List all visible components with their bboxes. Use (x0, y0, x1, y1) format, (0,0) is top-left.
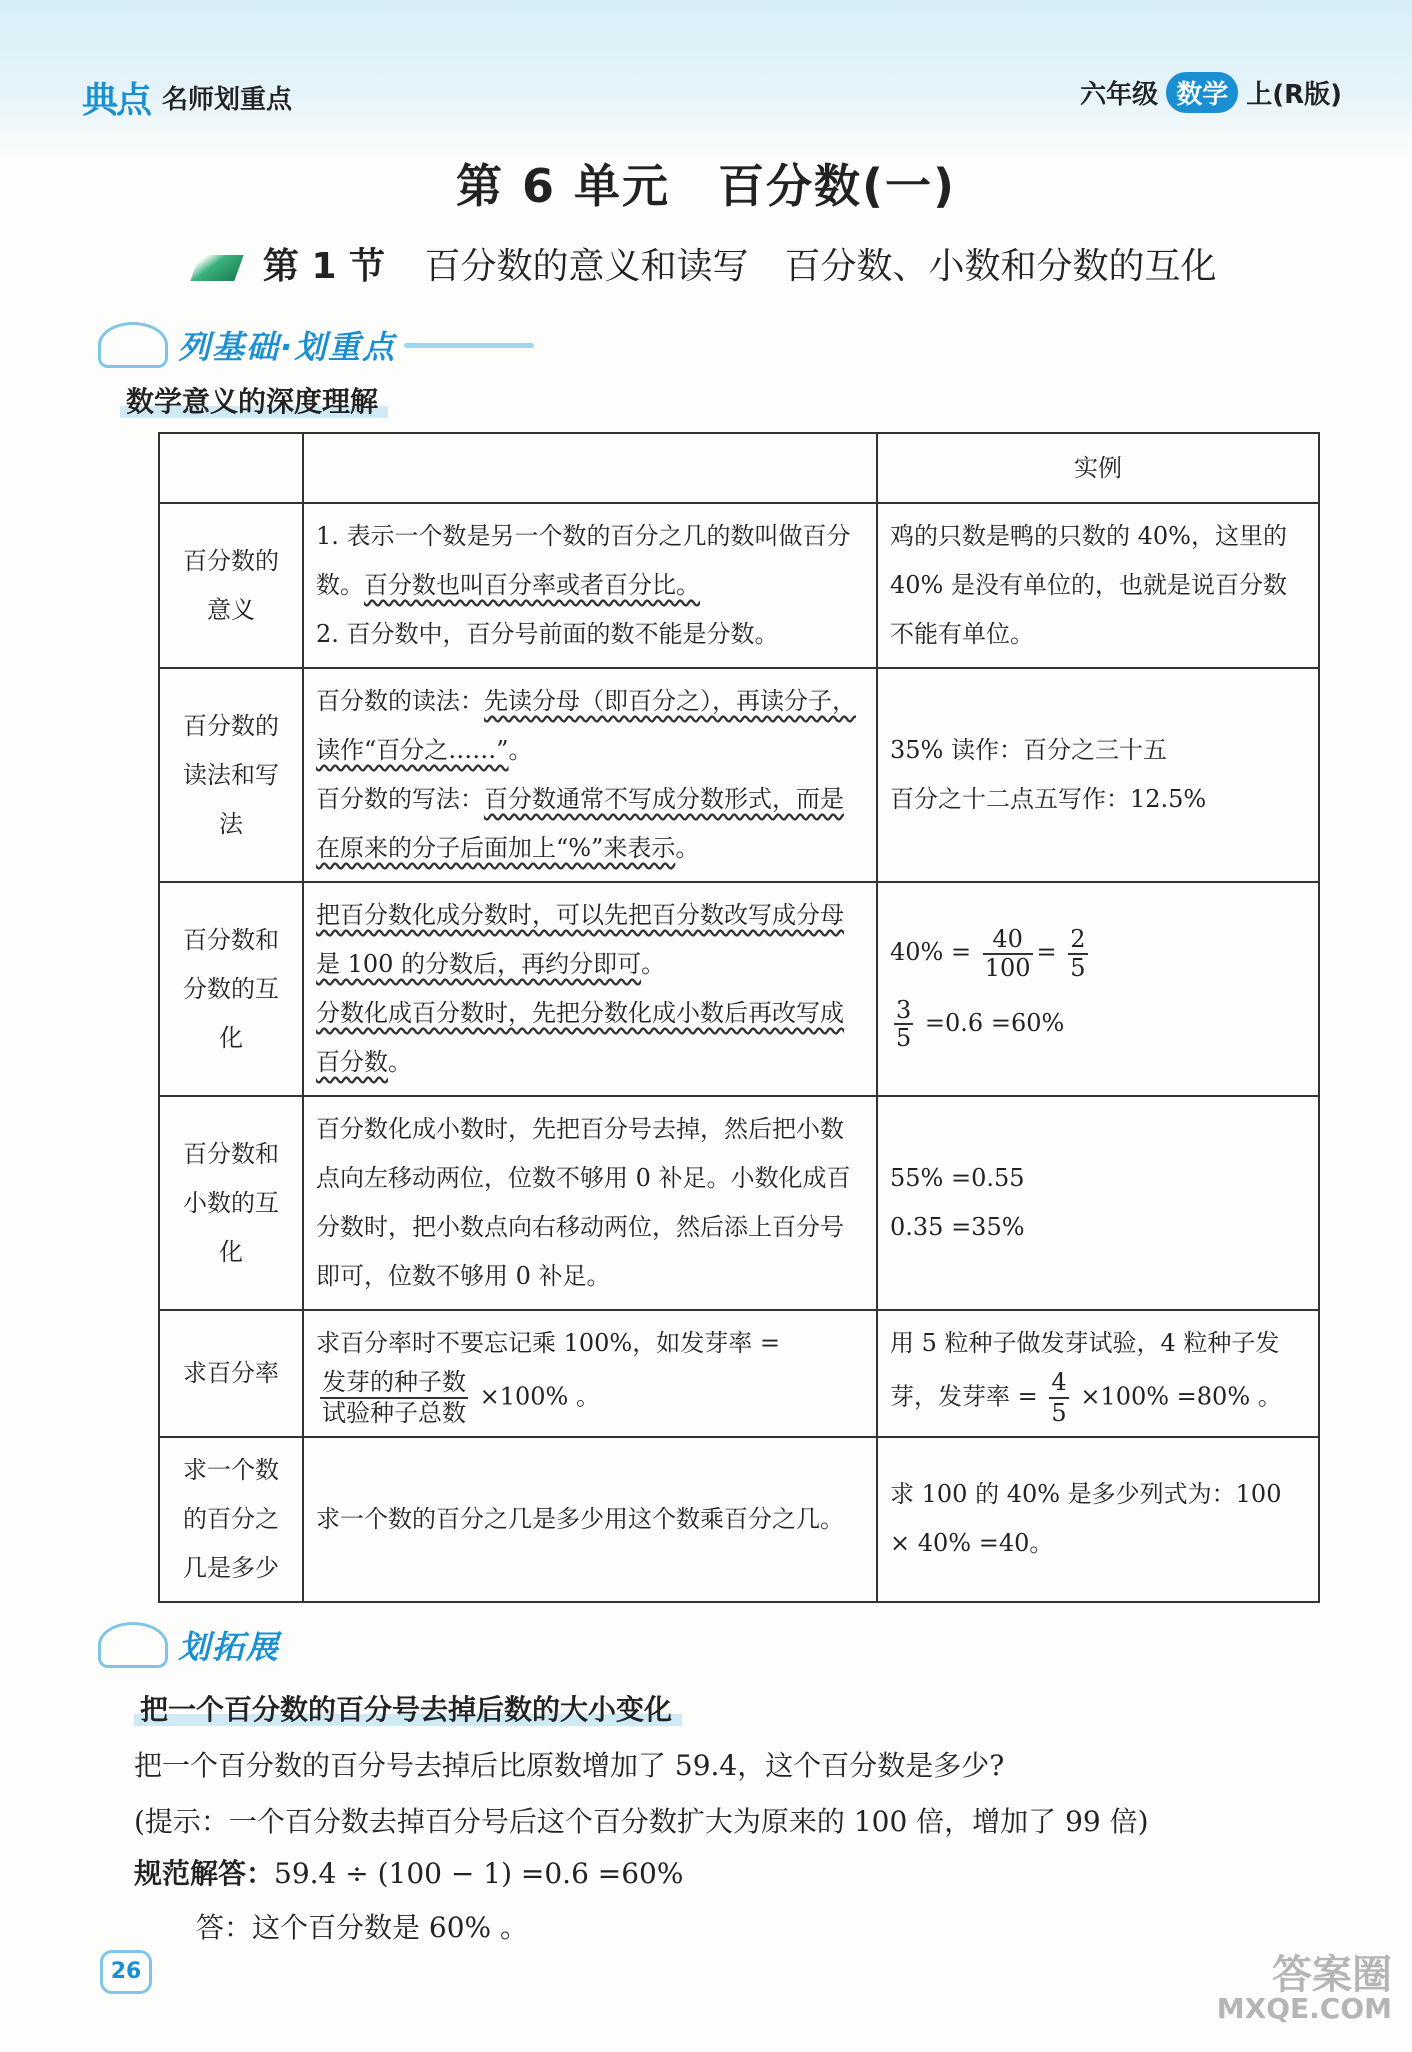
problem-question: 把一个百分数的百分号去掉后比原数增加了 59.4，这个百分数是多少? (134, 1749, 1005, 1782)
table-row (159, 1310, 1319, 1437)
table-row (159, 503, 1319, 668)
denominator: 5 (1070, 953, 1086, 982)
edition: 上(R版) (1246, 80, 1342, 110)
table-row (159, 1437, 1319, 1602)
unit-title: 第 6 单元 百分数(一) (455, 159, 957, 213)
content-underlined: 先读分母（即百分之），再读分子，读作“百分之……” (316, 687, 856, 764)
subhead-extension (140, 1688, 672, 1728)
content-underlined: 百分数也叫百分率或者百分比。 (364, 571, 700, 599)
problem-hint: (提示：一个百分数去掉百分号后这个百分数扩大为原来的 100 倍，增加了 99 倍) (134, 1805, 1149, 1838)
content-text: 2. 百分数中，百分号前面的数不能是分数。 (316, 620, 779, 648)
example-line: 35% 读作：百分之三十五 (890, 736, 1167, 764)
table-header-row (159, 433, 1319, 503)
header-blank-2 (303, 433, 877, 503)
example-value: =0.6 =60% (924, 1008, 1065, 1037)
problem-answer: 答：这个百分数是 60% 。 (196, 1911, 529, 1944)
example-fraction-1: 40% = $\frac{40}{100}$ = $\frac{2}{5}$ (890, 925, 1086, 982)
numerator: 3 (896, 996, 912, 1024)
banner-line (404, 343, 534, 348)
row-content: 百分数化成小数时，先把百分号去掉，然后把小数点向左移动两位，位数不够用 0 补足。小数化成百分数时，把小数点向右移动两位，然后添上百分号即可，位数不够用 0 补足。 (303, 1096, 877, 1310)
row-content (303, 1310, 877, 1437)
row-example: 鸡的只数是鸭的只数的 40%，这里的 40% 是没有单位的，也就是说百分数不能有单位。 (877, 503, 1319, 668)
content-text: 。 (675, 834, 700, 862)
content-underlined: 分数化成百分数时，先把分数化成小数后再改写成百分数 (316, 999, 844, 1076)
row-label: 百分数和分数的互化 (159, 882, 303, 1096)
content-text: 百分数的读法： (316, 687, 484, 715)
numerator: 4 (1049, 1368, 1068, 1399)
row-content: 求一个数的百分之几是多少用这个数乘百分之几。 (303, 1437, 877, 1602)
table-row (159, 668, 1319, 882)
header-example: 实例 (877, 433, 1319, 503)
example-text: ×100% =80% 。 (1080, 1382, 1282, 1411)
row-content (303, 668, 877, 882)
page-header (0, 0, 1412, 160)
subhead-meaning (126, 380, 378, 420)
fraction (983, 926, 1033, 981)
denominator: 100 (984, 953, 1031, 982)
ribbon-icon (98, 322, 168, 368)
problem-solution (134, 1852, 683, 1892)
content-underlined: 把百分数化成分数时，可以先把百分数改写成分母是 100 的分数后，再约分即可 (316, 901, 844, 978)
grade: 六年级 (1080, 80, 1159, 110)
row-label: 百分数的读法和写法 (159, 668, 303, 882)
section-name: 百分数的意义和读写 百分数、小数和分数的互化 (424, 246, 1217, 287)
fraction (1068, 926, 1087, 981)
subhead-extension-text: 把一个百分数的百分号去掉后数的大小变化 (140, 1693, 673, 1726)
solution-text: 59.4 ÷ (100 − 1) =0.6 =60% (274, 1857, 684, 1890)
numerator: 40 (983, 926, 1033, 954)
watermark (1216, 1952, 1392, 2025)
denominator: 5 (1051, 1398, 1067, 1427)
banner-basics (98, 322, 534, 368)
numerator: 2 (1070, 925, 1086, 954)
content-text: ×100% 。 (479, 1382, 600, 1411)
denominator: 5 (896, 1024, 912, 1053)
banner-extension-text: 划拓展 (178, 1628, 281, 1666)
fraction (1049, 1368, 1068, 1428)
example-value: 40% (890, 938, 944, 967)
example-fraction-2 (890, 997, 1306, 1052)
row-label: 百分数和小数的互化 (159, 1096, 303, 1310)
subject-badge: 数学 (1166, 72, 1238, 113)
page-number: 26 (100, 1950, 152, 1994)
watermark-line1: 答案圈 (1272, 1952, 1392, 1998)
row-content (303, 882, 877, 1096)
table-row (159, 882, 1319, 1096)
table-row (159, 1096, 1319, 1310)
row-example (877, 1096, 1319, 1310)
solution-label: 规范解答： (134, 1857, 275, 1890)
section-number: 第 1 节 (262, 246, 386, 287)
brand-logo: 典点 (82, 80, 151, 121)
content-text: 。 (388, 1048, 412, 1076)
section-title (0, 238, 1412, 289)
book-info (1080, 72, 1342, 113)
example-line: 55% =0.55 (890, 1164, 1025, 1192)
header-blank-1 (159, 433, 303, 503)
ribbon-icon (98, 1622, 168, 1668)
row-example (877, 882, 1319, 1096)
subhead-meaning-text: 数学意义的深度理解 (126, 385, 379, 418)
example-line: 百分之十二点五写作：12.5% (890, 785, 1207, 813)
example-text: 用 5 粒种子做发芽试验，4 粒种子发芽，发芽率 = (890, 1329, 1280, 1411)
row-example (877, 668, 1319, 882)
row-label: 百分数的意义 (159, 503, 303, 668)
numerator: 发芽的种子数 (320, 1368, 468, 1399)
content-underlined: 百分数通常不写成分数形式，而是在原来的分子后面加上“%”来表示 (316, 785, 844, 862)
content-text: 。 (508, 736, 533, 764)
content-text: 求百分率时不要忘记乘 100%，如发芽率 = (316, 1329, 780, 1357)
banner-extension (98, 1622, 280, 1668)
fraction (894, 997, 913, 1052)
row-content (303, 503, 877, 668)
example-line: 0.35 =35% (890, 1213, 1025, 1241)
content-text: 。 (641, 950, 666, 978)
row-label: 求百分率 (159, 1310, 303, 1437)
fraction (320, 1368, 468, 1428)
content-text: 百分数的写法： (316, 785, 484, 813)
row-label: 求一个数的百分之几是多少 (159, 1437, 303, 1602)
banner-basics-text: 列基础·划重点 (178, 328, 397, 366)
concept-table (158, 432, 1320, 1603)
row-example: 求 100 的 40% 是多少列式为：100 × 40% =40。 (877, 1437, 1319, 1602)
watermark-line2: MXQE.COM (1216, 1992, 1392, 2025)
brand-text: 名师划重点 (162, 85, 293, 115)
row-example (877, 1310, 1319, 1437)
pencil-icon (191, 255, 244, 281)
content-text: 1. 表示一个数是另一个数的百分之几的数叫做百分数。 (316, 522, 851, 599)
brand (82, 72, 292, 123)
denominator: 试验种子总数 (322, 1398, 466, 1427)
